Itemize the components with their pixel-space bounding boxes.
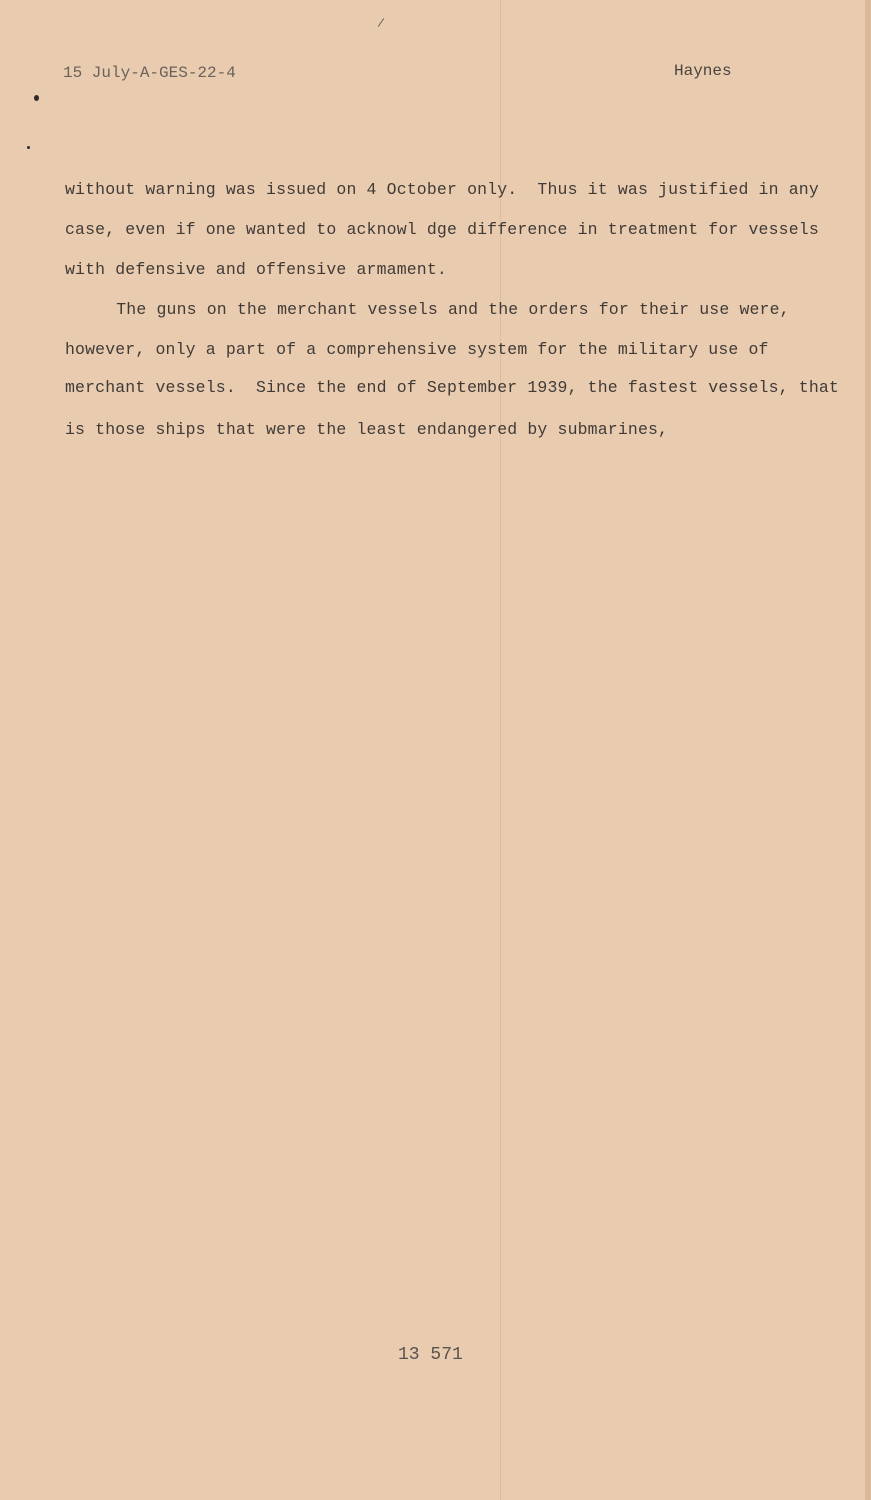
- text-line: with defensive and offensive armament.: [65, 260, 447, 279]
- text-line: case, even if one wanted to acknowl dge difference in treatment for vessels: [65, 220, 819, 239]
- page-number: 13 571: [398, 1345, 463, 1365]
- text-line: however, only a part of a comprehensive system for the military use of: [65, 340, 769, 359]
- text-line: without warning was issued on 4 October only. Thus it was justified in any: [65, 180, 819, 199]
- document-reference: 15 July-A-GES-22-4: [63, 64, 236, 82]
- text-line: merchant vessels. Since the end of September 1939, the fastest vessels, that: [65, 378, 839, 397]
- punch-mark: [27, 146, 30, 149]
- text-line: is those ships that were the least endangered by submarines,: [65, 420, 669, 439]
- paper-right-edge: [865, 0, 871, 1500]
- punch-mark: [34, 95, 39, 101]
- author-name: Haynes: [674, 62, 732, 80]
- text-line: The guns on the merchant vessels and the orders for their use were,: [66, 300, 790, 319]
- pencil-tick: [378, 18, 385, 27]
